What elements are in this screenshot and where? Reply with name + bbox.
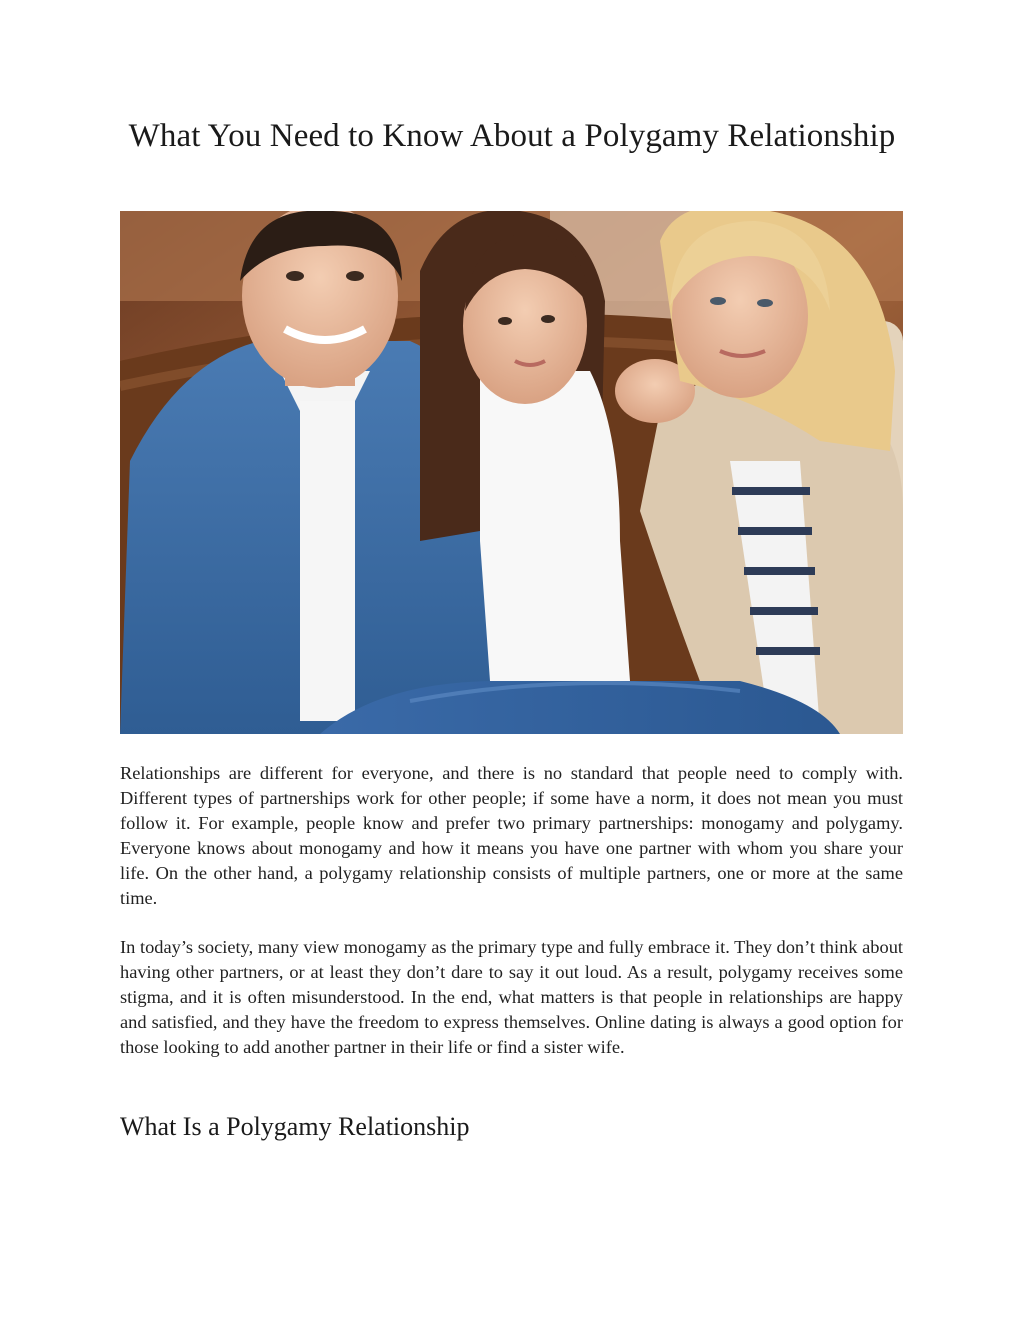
- document-title: What You Need to Know About a Polygamy Relationship: [128, 118, 896, 154]
- paragraph-intro: Relationships are different for everyone, and there is no standard that people need to comply with. Different types of partnerships work for other people; if some have a norm, it does not mean you must follow it. For example, people know and prefer two primary partnerships: monogamy and polygamy. Everyone knows about monogamy and how it means you have one partner with whom you share your life. On the other hand, a polygamy relationship consists of multiple partners, one or more at the same time.: [120, 763, 903, 908]
- paragraph-society: In today’s society, many view monogamy as the primary type and fully embrace it. They don’t think about having other partners, or at least they don’t dare to say it out loud. As a result, polygamy receives some stigma, and it is often misunderstood. In the end, what matters is that people in relationships are happy and satisfied, and they have the freedom to express themselves. Online dating is always a good option for those looking to add another partner in their life or find a sister wife.: [120, 937, 903, 1057]
- hero-photo: [120, 211, 903, 734]
- section-heading: What Is a Polygamy Relationship: [120, 1112, 470, 1141]
